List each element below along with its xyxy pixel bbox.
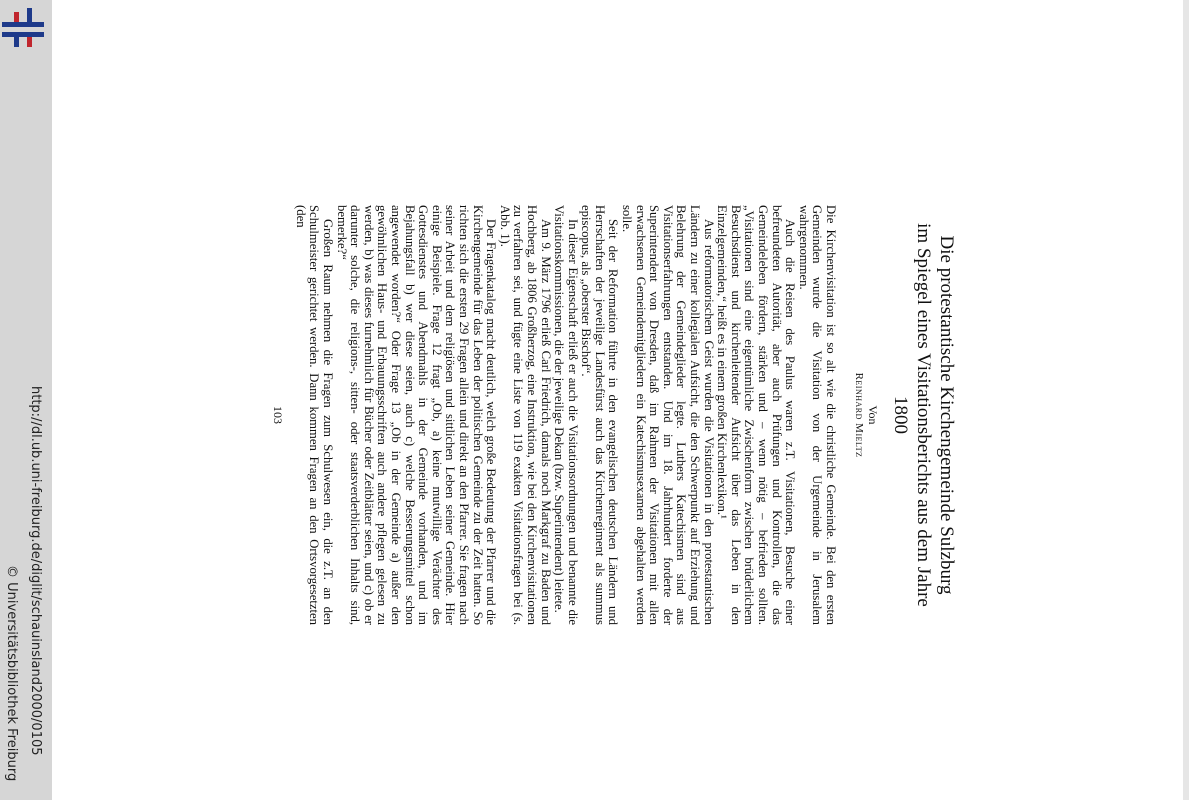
ub-freiburg-logo-icon[interactable] — [2, 8, 44, 50]
paragraph: Großen Raum nehmen die Fragen zum Schulwesen ein, die z.T. an den Schulmeister gerichtet werden. Dann kommen Fragen an den Ortsvorgesetzten (den — [293, 205, 336, 625]
paragraph: Am 9. März 1796 erließ Carl Friedrich, damals noch Markgraf zu Baden und Hochberg, ab 1806 Großherzog, eine Instruktion, wie bei den Kirchenvisitationen zu verfahren sei, und fügte eine Liste von 119 exakten Visitationsfragen bei (s. Abb. 1). — [497, 205, 553, 625]
title-line-1: Die protestantische Kirchengemeinde Sulzburg — [936, 235, 957, 595]
article-body — [293, 205, 837, 625]
paragraph: In dieser Eigenschaft erließ er auch die Visitationsordnungen und benannte die Visitationskommissionen, die der jeweilige Dekan (bzw. Superintendent) leitete. — [552, 205, 580, 625]
viewer-sidebar — [0, 0, 52, 800]
byline-von: Von — [866, 405, 880, 425]
paragraph: Der Fragenkatalog macht deutlich, welch große Bedeutung der Pfarrer und die Kirchengemeinde für das Leben der politischen Gemeinde zu der Zeit hatten. So richten sich die ersten 29 Fragen allein und direkt an den Pfarrer. Sie fragen nach seiner Arbeit und dem religiösen und sittlichen Leben seiner Gemeinde. Hier einige Beispiele. Frage 12 fragt „Ob, a) keine mutwillige Verächter des Gottesdienstes und Abendmahls in der Gemeinde vorhanden, und im Bejahungsfall b) wer diese seien, auch c) welche Besserungsmittel schon angewendet worden?“ Oder Frage 13 „Ob in der Gemeinde a) außer den gewöhnlichen Haus- und Erbauungsschriften auch andere pflegen gelesen zu werden, b) was dieses furnehmlich für Bücher oder Zeitblätter seien, und c) ob er darunter solche, die religions-, sitten- oder staatsverderblichen Inhalts sind, bemerke?“ — [334, 205, 499, 625]
article-title — [889, 205, 958, 625]
author-name: Reinhard Mieltz — [853, 372, 865, 458]
title-line-2: im Spiegel eines Visitationsberichts aus dem Jahre 1800 — [890, 223, 934, 607]
right-scrollbar[interactable] — [1183, 0, 1189, 800]
paragraph: Auch die Reisen des Paulus waren z.T. Visitationen, Besuche einer befreundeten Autorität, aber auch Prüfungen und Kontrollen, die das Gemeindeleben fördern, stärken und – wenn nötig – befrieden sollten. „Visitationen sind eine eigentümliche Zwischenform zwischen brüderlichem Besuchsdienst und kirchenleitender Aufsicht über das Leben in den Einzelgemeinden,“ heißt es in einem großen Kirchenlexikon.¹ — [715, 205, 798, 625]
paragraph: Aus reformatorischem Geist wurden die Visitationen in den protestantischen Ländern zu einer kollegialen Aufsicht, die den Schwerpunkt auf Erziehung und Belehrung der Gemeindeglieder legte. Luthers Katechismen sind aus Visitationserfahrungen entstanden. Und im 18. Jahrhundert forderte der Superintendent von Dresden, daß im Rahmen der Visitationen mit allen erwachsenen Gemeindemitgliedern ein Katechismusexamen abgehalten werden solle. — [620, 205, 716, 625]
paragraph: Seit der Reformation führte in den evangelischen deutschen Ländern und Herrschaften der jeweilige Landesfürst auch das Kirchenregiment als summus episcopus, als „oberster Bischof“. — [579, 205, 621, 625]
page-number: 103 — [271, 406, 286, 424]
rotated-document-page — [270, 205, 958, 625]
paragraph: Die Kirchenvisitation ist so alt wie die christliche Gemeinde. Bei den ersten Gemeinden wurde die Visitation von der Urgemeinde in Jerusalem wahrgenommen. — [796, 205, 838, 625]
copyright-notice: © Universitätsbibliothek Freiburg — [4, 565, 19, 782]
source-url[interactable]: http://dl.ub.uni-freiburg.de/diglit/schauinsland2000/0105 — [28, 386, 43, 756]
